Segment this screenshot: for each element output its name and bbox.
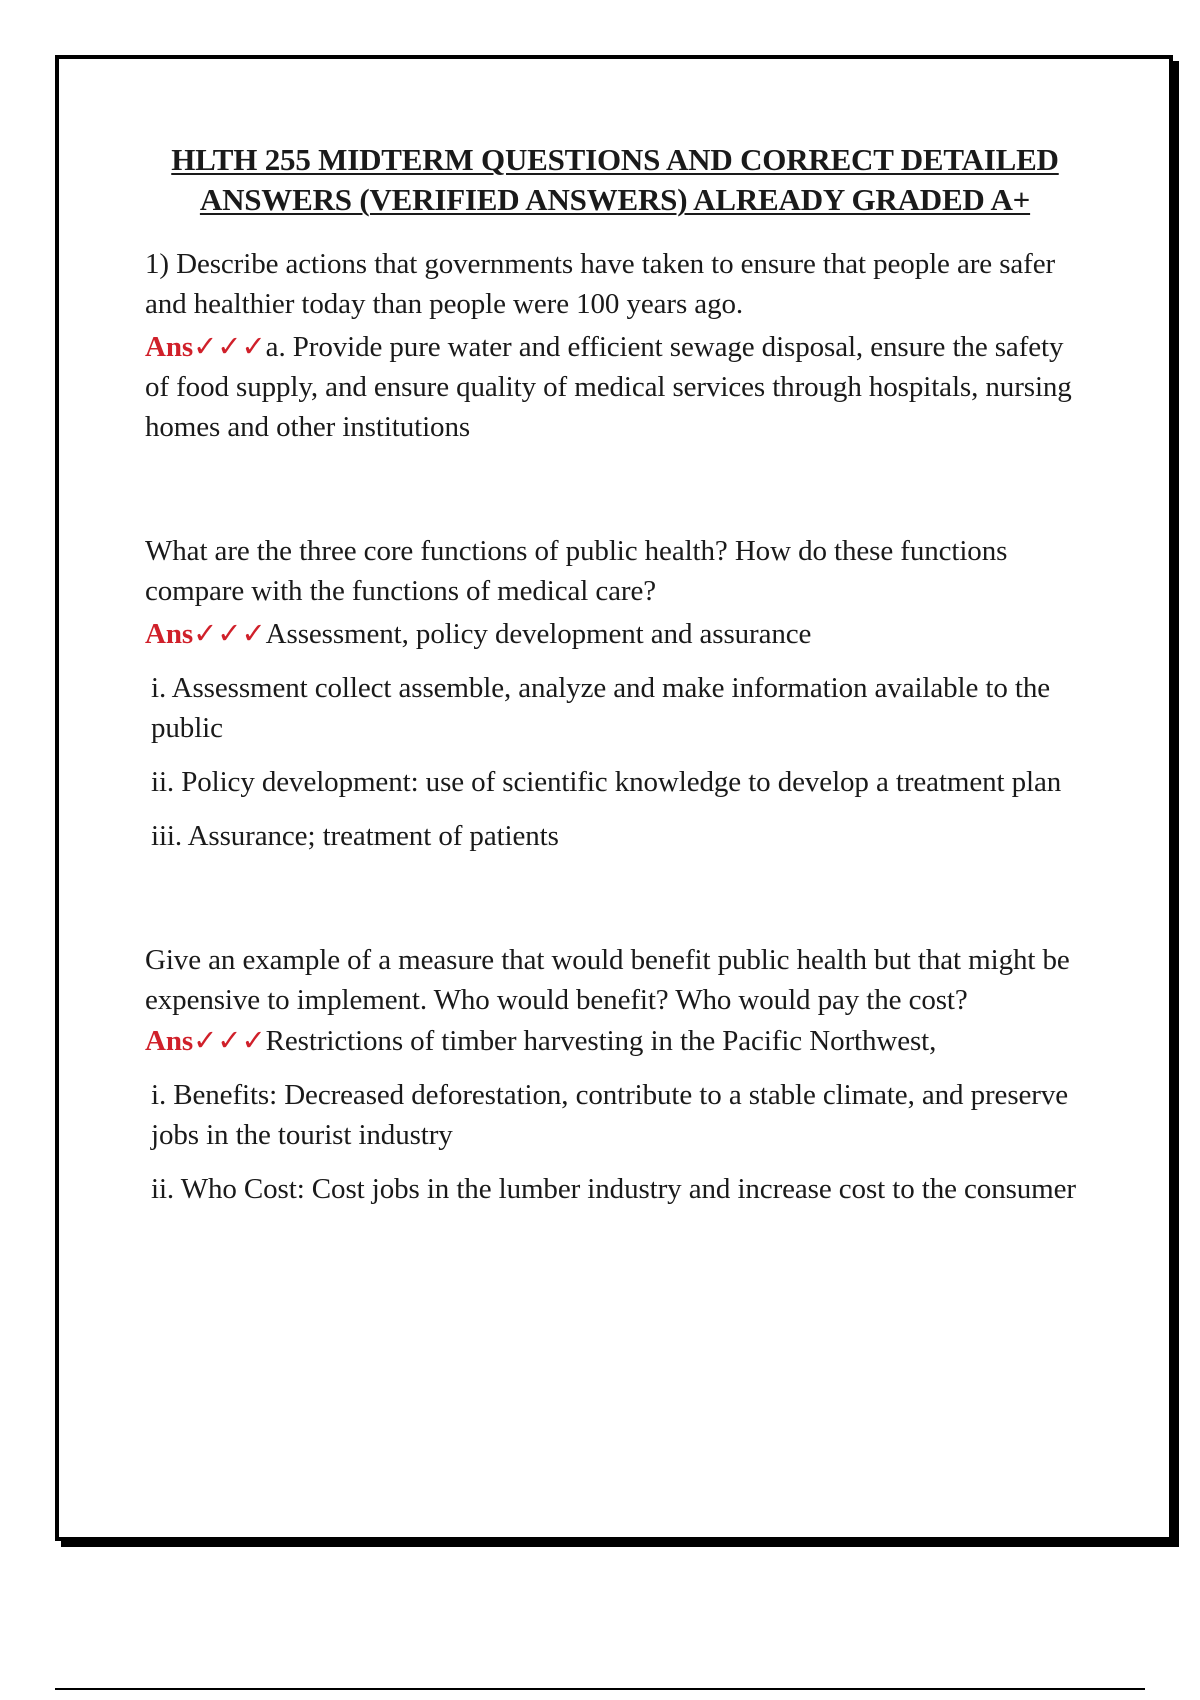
answer-point: ii. Policy development: use of scientific knowledge to develop a treatment plan [151,766,1062,798]
answer-label: Ans [145,618,194,650]
answer-point: iii. Assurance; treatment of patients [151,820,559,852]
footer-divider [55,1688,1145,1690]
answer-text: a. Provide pure water and efficient sewage disposal, ensure the safety of food supply, and ensure quality of medical services through hospitals, nursing homes and other institutions [145,331,1072,443]
checkmark-icon: ✓✓✓ [193,616,266,650]
answer-label: Ans [145,1025,194,1057]
question-text: 1) Describe actions that governments have taken to ensure that people are safer and healthier today than people were 100 years ago. [145,248,1056,320]
title-line-2: ANSWERS (VERIFIED ANSWERS) ALREADY GRADED A+ [199,182,1031,217]
answer-point: ii. Who Cost: Cost jobs in the lumber industry and increase cost to the consumer [151,1173,1076,1205]
answer-line [145,613,1085,654]
answer-line [145,326,1085,447]
answer-point: i. Benefits: Decreased deforestation, contribute to a stable climate, and preserve jobs in the tourist industry [151,1079,1069,1151]
title-line-1: HLTH 255 MIDTERM QUESTIONS AND CORRECT DETAILED [171,142,1059,177]
answer-label: Ans [145,331,194,363]
question-block-2 [145,531,1085,856]
answer-point: i. Assessment collect assemble, analyze and make information available to the public [151,672,1051,744]
question-block-3 [145,940,1085,1209]
answer-text: Assessment, policy development and assurance [265,618,812,650]
question-text: What are the three core functions of public health? How do these functions compare with the functions of medical care? [145,535,1008,607]
question-block-1 [145,244,1085,447]
question-text: Give an example of a measure that would benefit public health but that might be expensive to implement. Who would benefit? Who would pay the cost? [145,944,1070,1016]
question-answer-line [145,940,1085,1061]
answer-text: Restrictions of timber harvesting in the Pacific Northwest, [265,1025,937,1057]
checkmark-icon: ✓✓✓ [193,1023,266,1057]
document-title [145,140,1085,220]
checkmark-icon: ✓✓✓ [193,329,266,363]
document-body [145,140,1085,1223]
